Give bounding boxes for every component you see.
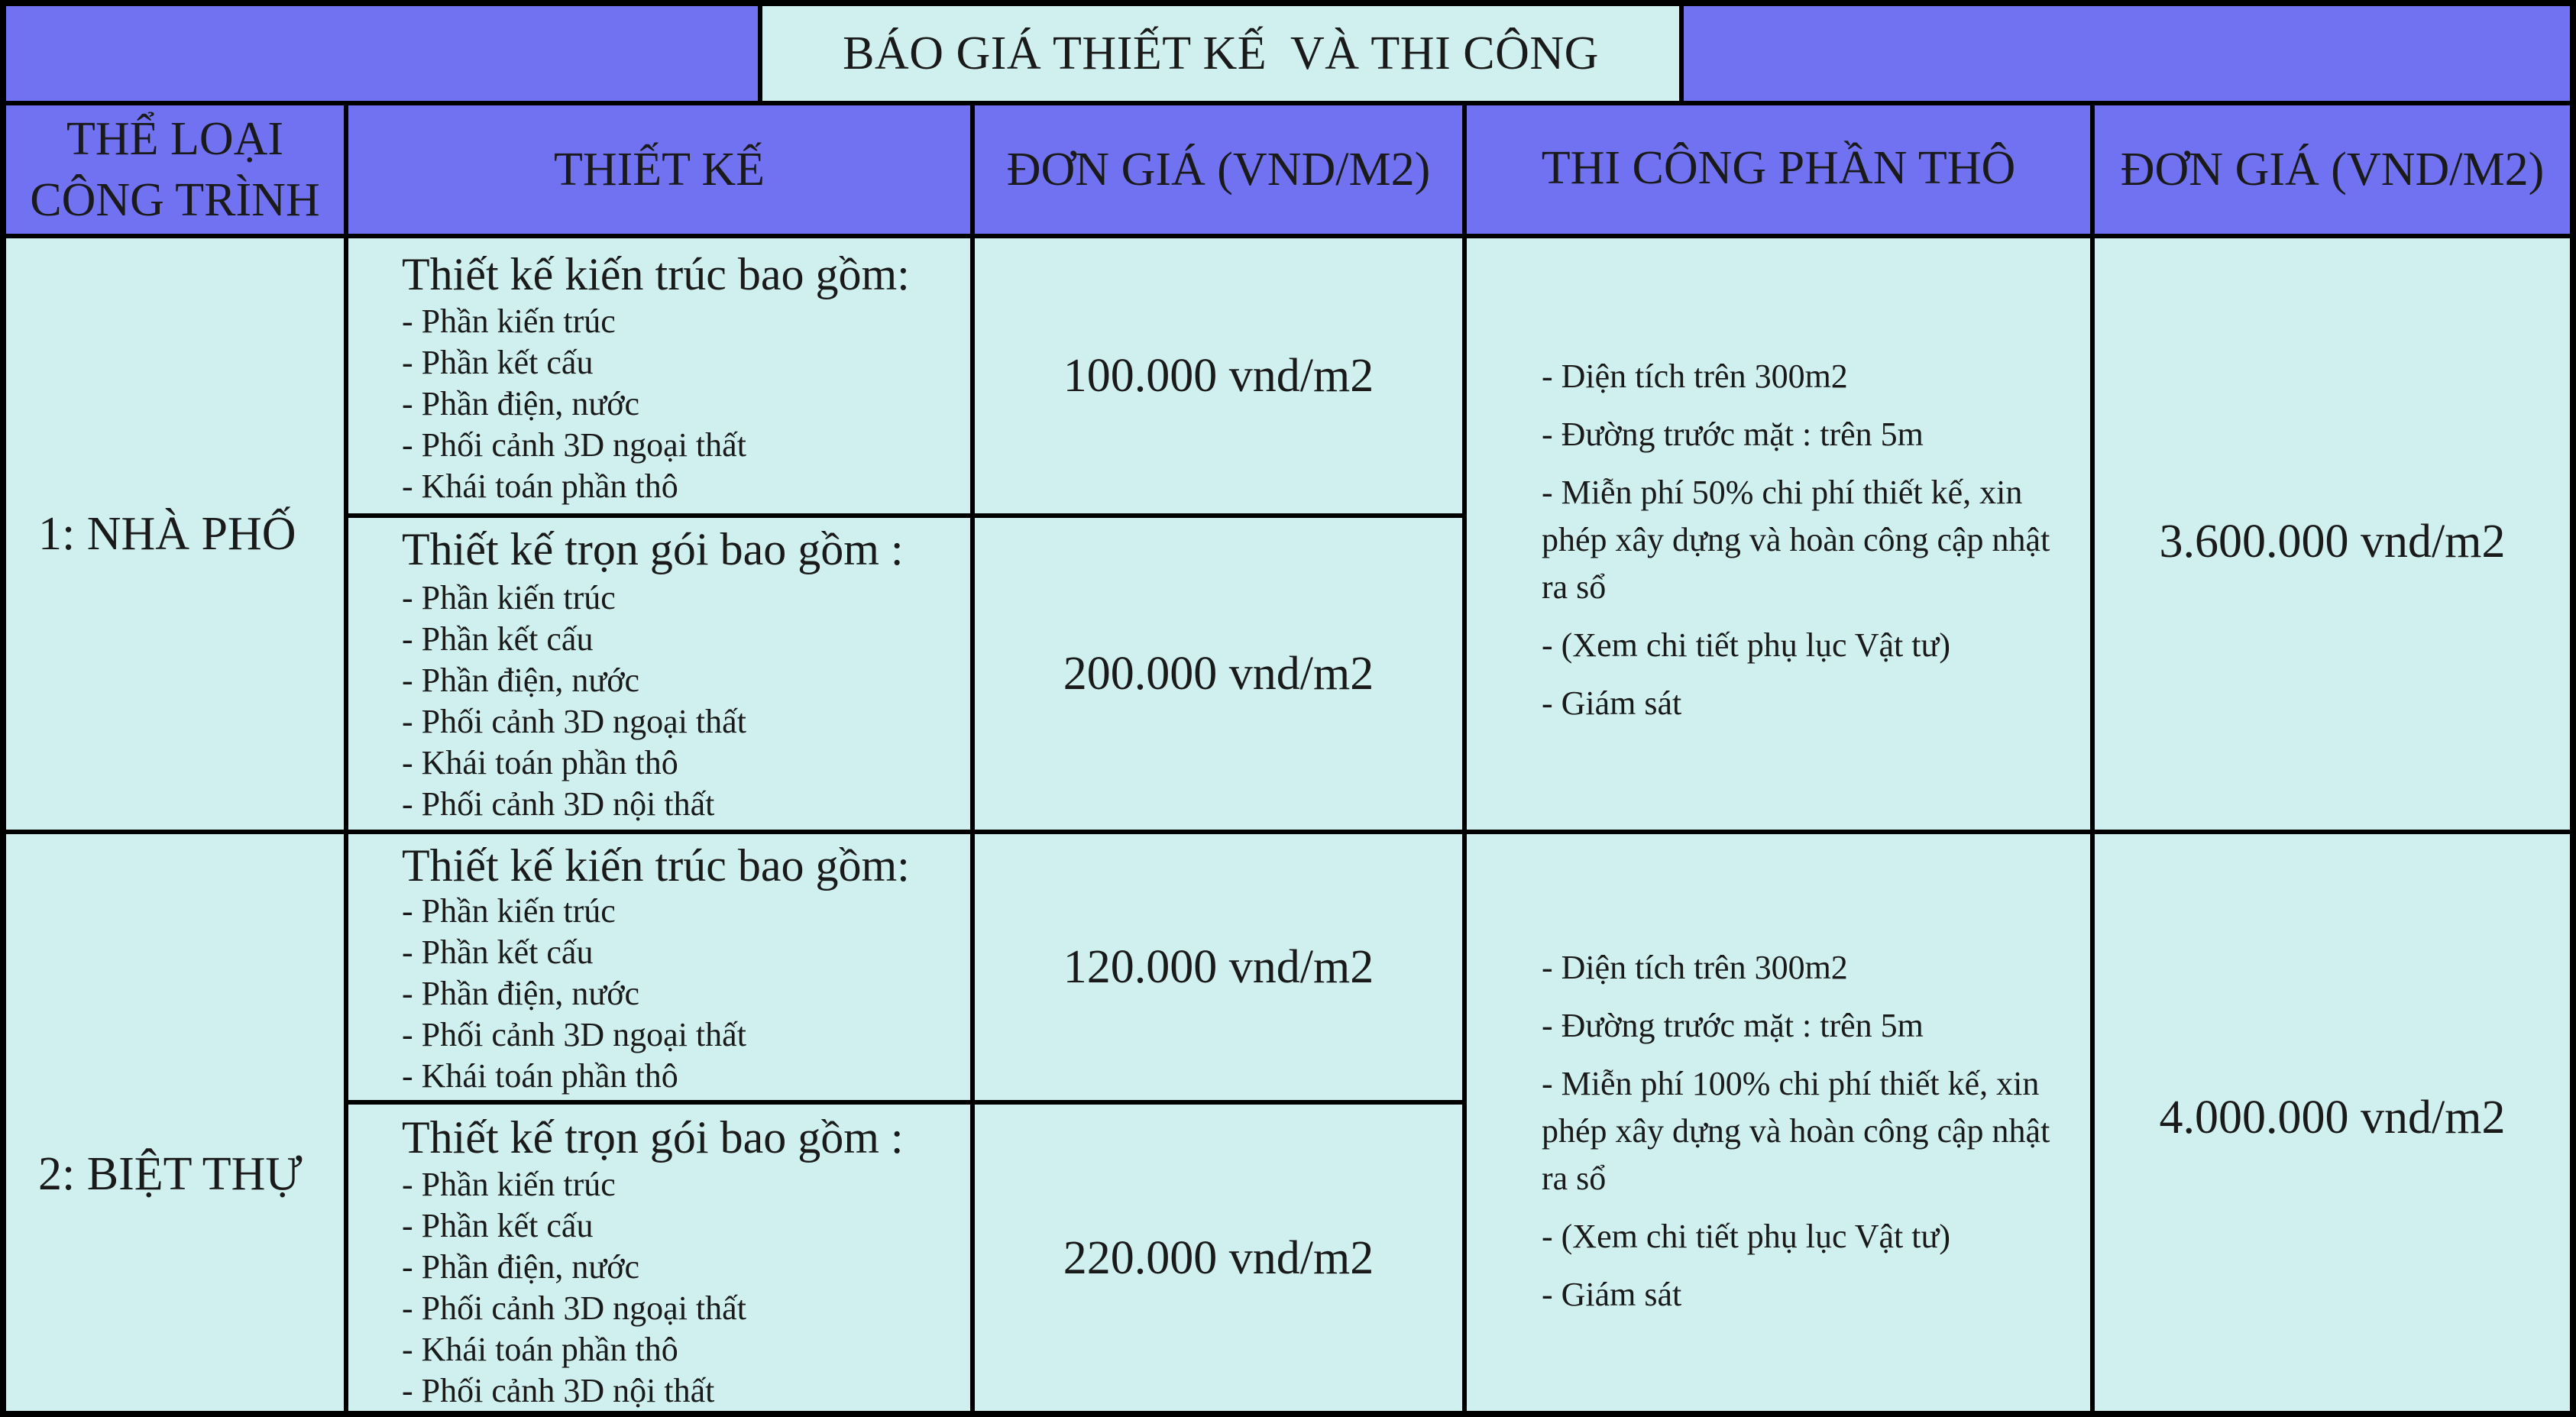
header-category bbox=[6, 105, 344, 234]
package-title: Thiết kế kiến trúc bao gồm: bbox=[402, 249, 910, 299]
list-item: - Phần kết cấu bbox=[402, 620, 594, 658]
list-item: - Phối cảnh 3D ngoại thất bbox=[402, 426, 746, 464]
header-design bbox=[348, 105, 970, 234]
package-title: Thiết kế trọn gói bao gồm : bbox=[402, 1112, 904, 1163]
category-label: 2: BIỆT THỰ bbox=[38, 1148, 303, 1200]
package-items bbox=[402, 577, 746, 825]
construction-price: 4.000.000 vnd/m2 bbox=[2159, 1092, 2506, 1144]
design-package-cell bbox=[348, 238, 970, 513]
category-label: 1: NHÀ PHỐ bbox=[38, 507, 296, 560]
package-items bbox=[402, 301, 746, 507]
design-package-cell bbox=[348, 518, 970, 830]
list-item: - Diện tích trên 300m2 bbox=[1542, 357, 1848, 395]
design-package-cell bbox=[348, 834, 970, 1100]
construction-cell bbox=[1467, 834, 2090, 1411]
list-item: - Khái toán phần thô bbox=[402, 744, 678, 781]
design-price: 220.000 vnd/m2 bbox=[1063, 1232, 1374, 1284]
construction-price-cell bbox=[2095, 834, 2570, 1411]
list-item: - Đường trước mặt : trên 5m bbox=[1542, 1007, 1924, 1044]
list-item: - Khái toán phần thô bbox=[402, 1331, 678, 1368]
design-price-cell bbox=[975, 834, 1462, 1100]
design-price: 100.000 vnd/m2 bbox=[1063, 349, 1374, 402]
row-category bbox=[6, 238, 344, 830]
design-price: 120.000 vnd/m2 bbox=[1063, 940, 1374, 993]
list-item: - (Xem chi tiết phụ lục Vật tư) bbox=[1542, 626, 1951, 664]
header-construction-label: THI CÔNG PHẦN THÔ bbox=[1541, 142, 2016, 194]
construction-price-cell bbox=[2095, 238, 2570, 830]
table-title: BÁO GIÁ THIẾT KẾ VÀ THI CÔNG bbox=[762, 6, 1679, 101]
top-band-left bbox=[6, 6, 758, 101]
list-item: - Phối cảnh 3D nội thất bbox=[402, 785, 715, 823]
list-item: - Phần kết cấu bbox=[402, 933, 594, 971]
list-item: - Miễn phí 100% chi phí thiết kế, xin phép xây dựng và hoàn công cập nhật ra sổ bbox=[1542, 1065, 2050, 1197]
header-design-price bbox=[975, 105, 1462, 234]
list-item: - Diện tích trên 300m2 bbox=[1542, 949, 1848, 986]
package-title: Thiết kế kiến trúc bao gồm: bbox=[402, 840, 910, 891]
construction-items bbox=[1542, 944, 2061, 1329]
design-price-cell bbox=[975, 238, 1462, 513]
header-construction-price-label: ĐƠN GIÁ (VND/M2) bbox=[2120, 144, 2545, 196]
package-items bbox=[402, 891, 746, 1097]
header-construction bbox=[1467, 105, 2090, 234]
list-item: - Phần kiến trúc bbox=[402, 892, 616, 930]
list-item: - Giám sát bbox=[1542, 684, 1682, 722]
construction-cell bbox=[1467, 238, 2090, 830]
design-price: 200.000 vnd/m2 bbox=[1063, 647, 1374, 700]
list-item: - Miễn phí 50% chi phí thiết kế, xin phép xây dựng và hoàn công cập nhật ra sổ bbox=[1542, 474, 2050, 606]
list-item: - Phần điện, nước bbox=[402, 385, 640, 422]
list-item: - Phần kết cấu bbox=[402, 344, 594, 381]
top-band-right bbox=[1684, 6, 2570, 101]
list-item: - Khái toán phần thô bbox=[402, 467, 678, 505]
design-package-cell bbox=[348, 1105, 970, 1411]
construction-price: 3.600.000 vnd/m2 bbox=[2159, 516, 2506, 568]
list-item: - Phối cảnh 3D ngoại thất bbox=[402, 703, 746, 740]
package-title: Thiết kế trọn gói bao gồm : bbox=[402, 524, 904, 574]
list-item: - Phần điện, nước bbox=[402, 662, 640, 699]
list-item: - Phần điện, nước bbox=[402, 1248, 640, 1286]
construction-items bbox=[1542, 353, 2061, 738]
list-item: - Phần kiến trúc bbox=[402, 302, 616, 340]
list-item: - Đường trước mặt : trên 5m bbox=[1542, 416, 1924, 453]
row-category bbox=[6, 834, 344, 1411]
list-item: - Khái toán phần thô bbox=[402, 1057, 678, 1095]
list-item: - Phần kiến trúc bbox=[402, 579, 616, 616]
header-design-price-label: ĐƠN GIÁ (VND/M2) bbox=[1006, 144, 1431, 196]
list-item: - (Xem chi tiết phụ lục Vật tư) bbox=[1542, 1218, 1951, 1255]
list-item: - Phần điện, nước bbox=[402, 975, 640, 1012]
design-price-cell bbox=[975, 1105, 1462, 1411]
header-design-label: THIẾT KẾ bbox=[553, 144, 765, 196]
list-item: - Phối cảnh 3D nội thất bbox=[402, 1372, 715, 1409]
design-price-cell bbox=[975, 518, 1462, 830]
list-item: - Giám sát bbox=[1542, 1276, 1682, 1313]
list-item: - Phối cảnh 3D ngoại thất bbox=[402, 1016, 746, 1053]
header-construction-price bbox=[2095, 105, 2570, 234]
list-item: - Phối cảnh 3D ngoại thất bbox=[402, 1289, 746, 1327]
list-item: - Phần kiến trúc bbox=[402, 1166, 616, 1203]
package-items bbox=[402, 1164, 746, 1412]
header-category-label: THỂ LOẠI CÔNG TRÌNH bbox=[30, 113, 320, 226]
list-item: - Phần kết cấu bbox=[402, 1207, 594, 1244]
